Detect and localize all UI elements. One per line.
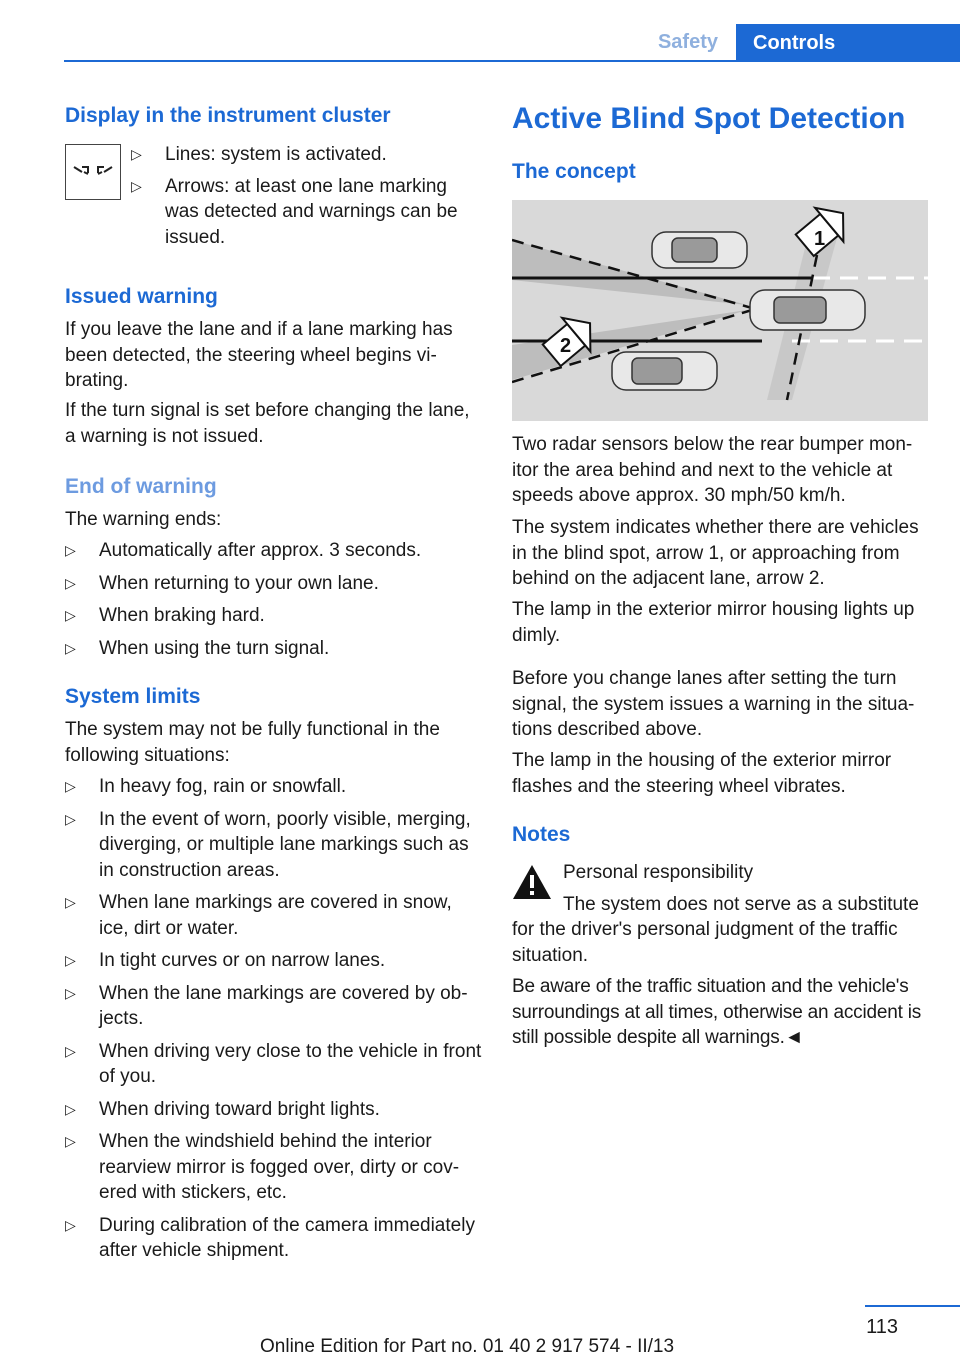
bullet-triangle-icon: ▷ <box>65 542 76 558</box>
display-heading: Display in the instrument cluster <box>65 104 391 127</box>
page-number: 113 <box>866 1316 898 1338</box>
main-heading: Active Blind Spot Detection <box>512 102 906 135</box>
list-item: ▷ Arrows: at least one lane marking was detected and warnings can be issued. <box>131 175 458 248</box>
bullet-triangle-icon: ▷ <box>65 1100 76 1117</box>
issued-warning-text-1: If you leave the lane and if a lane marking has been detected, the steering wheel begins vibrating. <box>65 319 453 391</box>
edition-footer: Online Edition for Part no. 01 40 2 917 574 - II/13 <box>260 1336 675 1357</box>
notes-heading: Notes <box>512 823 571 846</box>
end-of-warning-intro: The warning ends: <box>65 509 222 530</box>
warning-body-rest: for the driver's personal judgment of the traffic situation. <box>512 919 898 966</box>
system-limits-list <box>65 774 483 1264</box>
list-item: ▷ When driving toward bright lights. <box>65 1097 483 1123</box>
blind-spot-diagram <box>512 200 928 421</box>
bullet-triangle-icon: ▷ <box>65 1216 76 1233</box>
issued-warning-heading: Issued warning <box>65 285 218 308</box>
bullet-triangle-icon: ▷ <box>65 1133 76 1149</box>
system-limits-intro: The system may not be fully functional in the following situations: <box>65 719 440 766</box>
list-item: ▷ Automatically after approx. 3 seconds. <box>65 538 480 564</box>
bullet-triangle-icon: ▷ <box>65 607 76 623</box>
bullet-triangle-icon: ▷ <box>65 894 76 910</box>
bullet-triangle-icon: ▷ <box>65 778 76 794</box>
lane-lines-icon <box>65 144 121 200</box>
tab-safety[interactable]: Safety <box>657 31 718 53</box>
display-list <box>131 142 485 250</box>
issued-warning-text-2: If the turn signal is set before changing the lane, a warning is not issued. <box>65 400 470 447</box>
end-of-warning-heading: End of warning <box>65 475 217 498</box>
concept-heading: The concept <box>512 160 636 183</box>
concept-text-5: The lamp in the housing of the exterior mirror flashes and the steering wheel vibrates. <box>512 750 892 797</box>
list-item: ▷ When returning to your own lane. <box>65 571 480 597</box>
warning-body-first-line: The system does not serve as a substitute <box>563 894 919 915</box>
bullet-triangle-icon: ▷ <box>131 146 142 162</box>
list-item: ▷ When the windshield behind the interior rearview mirror is fogged over, dirty or covered with stickers, etc. <box>65 1131 460 1203</box>
list-item: ▷ When braking hard. <box>65 603 480 629</box>
bullet-triangle-icon: ▷ <box>65 574 76 591</box>
bullet-triangle-icon: ▷ <box>65 1042 76 1059</box>
bullet-triangle-icon: ▷ <box>65 952 76 968</box>
end-of-warning-list <box>65 538 480 661</box>
footer-rule <box>865 1305 960 1307</box>
list-item: ▷ When lane markings are covered in snow, ice, dirt or water. <box>65 892 452 939</box>
bullet-triangle-icon: ▷ <box>131 177 142 194</box>
notes-text-2: Be aware of the traffic situation and the vehicle's surroundings at all times, otherwise an accident is still possible despite all warnings.◄ <box>512 976 922 1048</box>
warning-title: Personal responsibility <box>563 862 754 883</box>
blind-spot-figure <box>512 200 928 421</box>
tab-controls[interactable]: Controls <box>736 24 960 62</box>
list-item: ▷ Lines: system is activated. <box>131 142 485 168</box>
figure-label-2: 2 <box>560 335 572 357</box>
list-item: ▷ When the lane markings are covered by objects. <box>65 982 468 1029</box>
concept-text-1: Two radar sensors below the rear bumper monitor the area behind and next to the vehicle at speeds above approx. 30 mph/50 km/h. <box>512 434 913 506</box>
concept-text-3: The lamp in the exterior mirror housing lights up dimly. <box>512 599 915 646</box>
list-item: ▷ In the event of worn, poorly visible, merging, diverging, or multiple lane markings such as in construction areas. <box>65 808 471 881</box>
warning-triangle-icon <box>512 864 552 904</box>
bullet-triangle-icon: ▷ <box>65 639 76 656</box>
list-item: ▷ In tight curves or on narrow lanes. <box>65 948 483 974</box>
system-limits-heading: System limits <box>65 685 201 708</box>
bullet-triangle-icon: ▷ <box>65 810 76 827</box>
concept-text-2: The system indicates whether there are vehicles in the blind spot, arrow 1, or approaching from behind on the adjacent lane, arrow 2. <box>512 517 919 589</box>
list-item: ▷ When driving very close to the vehicle in front of you. <box>65 1040 482 1087</box>
concept-text-4: Before you change lanes after setting the turn signal, the system issues a warning in the situations described above. <box>512 668 915 740</box>
bullet-triangle-icon: ▷ <box>65 984 76 1001</box>
figure-label-1: 1 <box>814 228 826 250</box>
list-item: ▷ In heavy fog, rain or snowfall. <box>65 774 483 800</box>
list-item: ▷ When using the turn signal. <box>65 636 480 662</box>
list-item: ▷ During calibration of the camera immediately after vehicle shipment. <box>65 1214 475 1261</box>
